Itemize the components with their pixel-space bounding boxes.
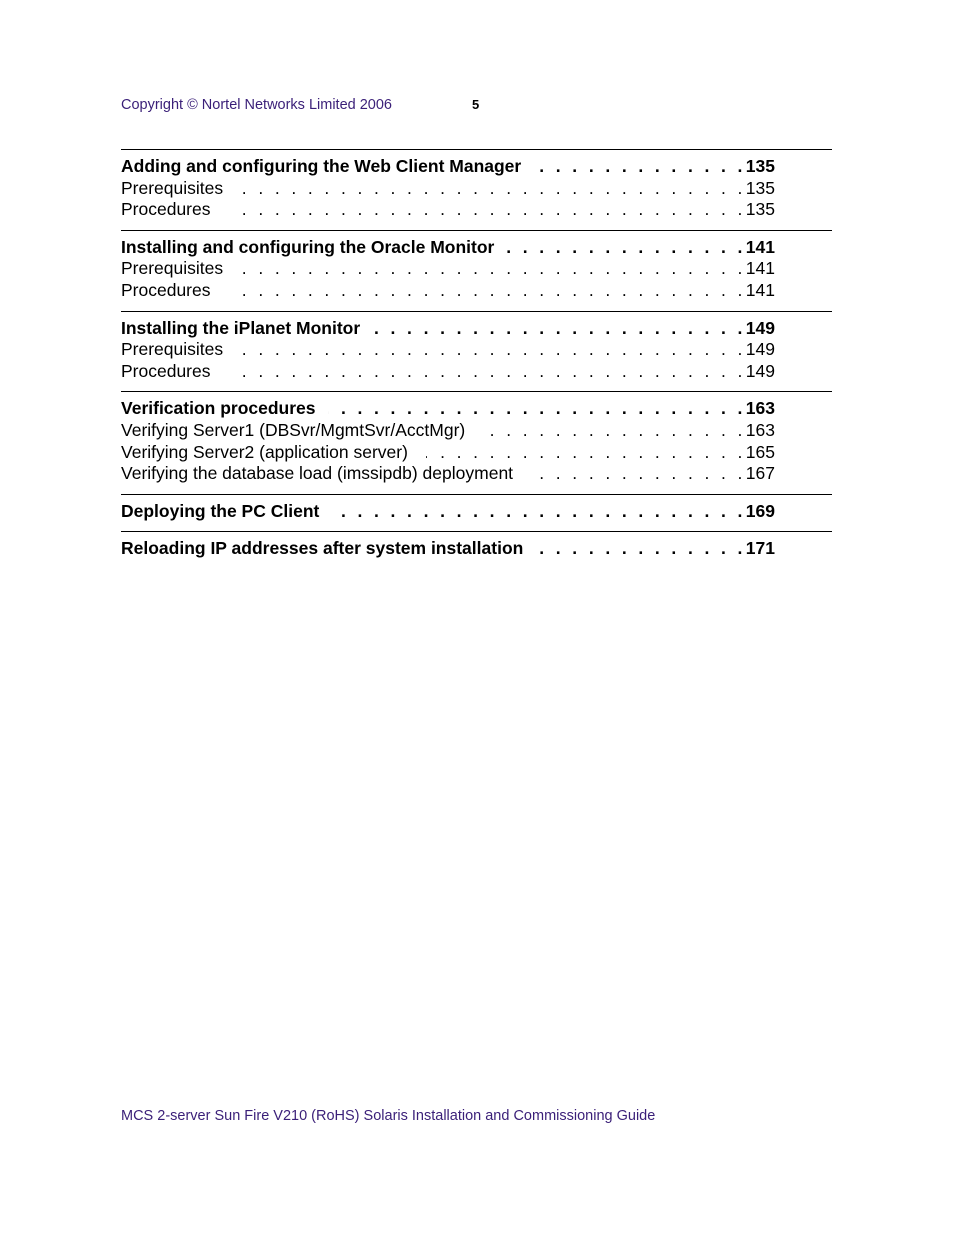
table-of-contents [121,149,832,569]
toc-entry-title: Installing the iPlanet Monitor [121,317,361,338]
toc-sub-entry[interactable] [121,463,775,485]
dot-leader [328,398,746,420]
dot-leader [533,156,746,178]
toc-section [121,311,832,392]
toc-main-entry[interactable] [121,156,775,178]
toc-entry-title: Reloading IP addresses after system installation [121,538,524,559]
toc-sub-entry[interactable] [121,280,775,302]
toc-entry-page: 141 [745,258,775,279]
dot-leader [535,538,745,560]
toc-section [121,149,832,230]
toc-entry-title: Procedures [121,360,211,381]
toc-entry-title: Installing and configuring the Oracle Monitor [121,236,495,257]
toc-entry-title: Deploying the PC Client [121,500,320,521]
toc-main-entry[interactable] [121,501,775,523]
dot-leader [229,280,746,302]
dot-leader [372,318,746,340]
toc-entry-page: 135 [745,156,775,176]
dot-leader [229,361,746,383]
toc-entry-title: Verifying the database load (imssipdb) deployment [121,463,514,484]
toc-entry-page: 135 [745,199,775,220]
toc-entry-page: 141 [745,279,775,300]
toc-main-entry[interactable] [121,538,775,560]
toc-sub-entry[interactable] [121,361,775,383]
toc-entry-title: Procedures [121,279,211,300]
toc-entry-page: 141 [745,236,775,257]
toc-sub-entry[interactable] [121,258,775,280]
toc-entry-page: 163 [745,398,775,419]
dot-leader [241,258,746,280]
toc-section [121,494,832,532]
toc-entry-title: Verifying Server1 (DBSvr/MgmtSvr/AcctMgr) [121,419,466,440]
toc-sub-entry[interactable] [121,420,775,442]
toc-main-entry[interactable] [121,237,775,259]
toc-entry-page: 165 [745,441,775,462]
dot-leader [483,420,746,442]
toc-sub-entry[interactable] [121,178,775,200]
toc-main-entry[interactable] [121,318,775,340]
toc-entry-page: 135 [745,177,775,198]
toc-entry-title: Adding and configuring the Web Client Manager [121,156,522,176]
toc-entry-page: 171 [745,538,775,559]
toc-entry-page: 163 [745,419,775,440]
dot-leader [331,501,745,523]
page-footer: MCS 2-server Sun Fire V210 (RoHS) Solaris Installation and Commissioning Guide [121,1108,656,1124]
toc-entry-title: Verification procedures [121,398,316,419]
toc-entry-title: Prerequisites [121,339,224,360]
toc-entry-title: Verifying Server2 (application server) [121,441,408,462]
toc-section [121,391,832,493]
toc-section [121,531,832,569]
toc-entry-title: Procedures [121,199,211,220]
copyright-notice: Copyright © Nortel Networks Limited 2006 [121,97,392,113]
dot-leader [426,442,746,464]
dot-leader [241,339,746,361]
toc-entry-title: Prerequisites [121,177,224,198]
dot-leader [229,199,746,221]
toc-sub-entry[interactable] [121,442,775,464]
toc-entry-title: Prerequisites [121,258,224,279]
dot-leader [506,237,745,259]
toc-entry-page: 149 [745,360,775,381]
toc-main-entry[interactable] [121,398,775,420]
toc-entry-page: 169 [745,500,775,521]
dot-leader [531,463,746,485]
toc-sub-entry[interactable] [121,199,775,221]
page-number: 5 [472,97,480,112]
toc-section [121,230,832,311]
toc-entry-page: 167 [745,463,775,484]
toc-entry-page: 149 [745,339,775,360]
dot-leader [241,178,746,200]
toc-sub-entry[interactable] [121,339,775,361]
toc-entry-page: 149 [745,317,775,338]
page-header [121,97,832,119]
